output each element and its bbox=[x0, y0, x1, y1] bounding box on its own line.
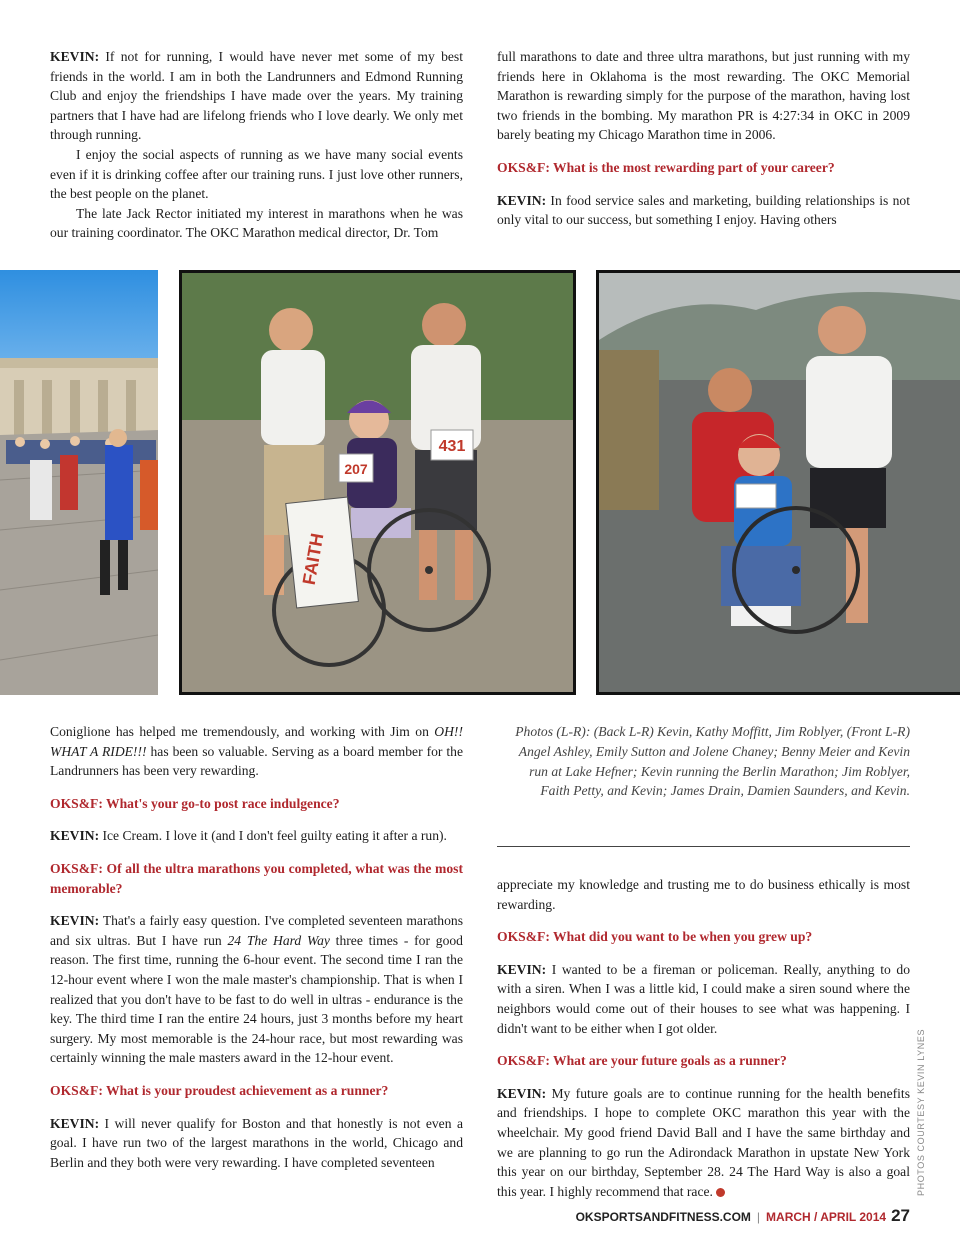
bib-left: 207 bbox=[344, 461, 368, 477]
footer-issue: MARCH / APRIL 2014 bbox=[766, 1210, 887, 1224]
question-heading: OKS&F: What's your go-to post race indulgence? bbox=[50, 795, 340, 811]
speaker-label: KEVIN: bbox=[497, 961, 547, 977]
speaker-label: KEVIN: bbox=[497, 1085, 547, 1101]
column-right-bottom bbox=[497, 875, 910, 1201]
paragraph-text: If not for running, I would have never met some of my best friends in the world. I am in both the Landrunners and Edmond Running Club and enjoy the friendships I have made over the years. My training partners that I have had are lifelong friends who I love dearly. We only met through running. bbox=[50, 49, 463, 143]
photo-faith-petty bbox=[179, 270, 576, 695]
title-italic: OH!! WHAT A RIDE!!! bbox=[50, 724, 463, 759]
paragraph: appreciate my knowledge and trusting me to do business ethically is most rewarding. bbox=[497, 877, 910, 912]
paragraph: The late Jack Rector initiated my interest in marathons when he was our training coordinator. The OKC Marathon medical director, Dr. Tom bbox=[50, 205, 463, 241]
paragraph-text: I wanted to be a fireman or policeman. Really, anything to do with a siren. When I was a little kid, I could make a siren sound where the neighbors would come out of their houses to see what was happening. I didn't want to be either when I got older. bbox=[497, 961, 910, 1036]
paragraph-text: Coniglione has helped me tremendously, and working with Jim on bbox=[50, 724, 435, 739]
caption-divider bbox=[497, 846, 910, 847]
photo-caption: Photos (L-R): (Back L-R) Kevin, Kathy Moffitt, Jim Roblyer, (Front L-R) Angel Ashley, Emily Sutton and Jolene Chaney; Benny Meier and Kevin run at Lake Hefner; Kevin running the Berlin Marathon; Jim Roblyer, Faith Petty, and Kevin; James Drain, Damien Saunders, and Kevin. bbox=[515, 724, 910, 799]
footer-site: OKSPORTSANDFITNESS.COM bbox=[575, 1210, 751, 1224]
photo-credit: PHOTOS COURTESY KEVIN LYNES bbox=[916, 1028, 926, 1196]
column-right-top bbox=[497, 47, 910, 230]
paragraph-text: three times - for good reason. The first time, running the 6-hour event. The second time I ran the 12-hour event where I won the male master's championship. That is when I realized that you don't have to be fast to do well in ultras - endurance is the key. The third time I ran the entire 24 hours, just 3 months before my heart surgery. My most memorable is the 24-hour race, but most rewarding was certainly winning the male masters award in the 12-hour event. bbox=[50, 932, 463, 1066]
speaker-label: KEVIN: bbox=[50, 828, 100, 844]
paragraph-text: Ice Cream. I love it (and I don't feel guilty eating it after a run). bbox=[99, 828, 447, 844]
berlin-marathon-image bbox=[0, 270, 158, 695]
james-damien-image bbox=[596, 270, 960, 695]
paragraph: full marathons to date and three ultra marathons, but just running with my friends here in Oklahoma is the most rewarding. The OKC Memorial Marathon is rewarding simply for the purpose of the marathon, having lost two friends in the bombing. My marathon PR is 4:27:34 in OKC in 2009 barely beating my Chicago Marathon time in 2006. bbox=[497, 49, 910, 143]
paragraph bbox=[497, 191, 910, 230]
bib-right: 431 bbox=[438, 438, 466, 455]
paragraph-text: In food service sales and marketing, building relationships is not only vital to our success, but something I enjoy. Having others bbox=[497, 192, 910, 228]
event-italic: 24 The Hard Way bbox=[227, 932, 330, 948]
speaker-label: KEVIN: bbox=[50, 913, 100, 929]
sign-text: FAITH bbox=[298, 531, 328, 587]
paragraph-text: has been so valuable. Serving as a board member for the Landrunners has been very rewarding. bbox=[50, 743, 463, 779]
paragraph bbox=[50, 911, 463, 1068]
question-heading: OKS&F: What is the most rewarding part of your career? bbox=[497, 159, 835, 175]
paragraph-text: I will never qualify for Boston and that honestly is not even a goal. I have run two of the largest marathons in the world, Chicago and Berlin and they both were very rewarding. I have completed seventeen bbox=[50, 1115, 463, 1170]
paragraph bbox=[497, 960, 910, 1038]
footer-separator: | bbox=[756, 1210, 761, 1224]
paragraph bbox=[50, 722, 463, 781]
column-left-bottom bbox=[50, 722, 463, 1172]
paragraph bbox=[50, 47, 463, 145]
end-mark-icon bbox=[716, 1188, 725, 1197]
speaker-label: KEVIN: bbox=[497, 192, 547, 208]
paragraph: I enjoy the social aspects of running as we have many social events even if it is drinking coffee after our training runs. I just love other runners, the best people on the planet. bbox=[50, 146, 463, 202]
question-heading: OKS&F: What did you want to be when you grew up? bbox=[497, 929, 813, 945]
faith-petty-image bbox=[179, 270, 576, 695]
photo-berlin-marathon bbox=[0, 270, 158, 695]
question-heading: OKS&F: Of all the ultra marathons you completed, what was the most memorable? bbox=[50, 860, 463, 896]
paragraph bbox=[50, 1114, 463, 1173]
paragraph bbox=[50, 826, 463, 846]
paragraph bbox=[497, 1084, 910, 1202]
paragraph-text: My future goals are to continue running for the health benefits and friendships. I hope to complete OKC marathon this year with the wheelchair. My good friend David Ball and I have the same birthday and we are planning to go run the Adirondack Marathon in upstate New York this year on our birthday, September 28. 24 The Hard Way is also a goal this year. I highly recommend that race. bbox=[497, 1085, 910, 1199]
question-heading: OKS&F: What is your proudest achievement as a runner? bbox=[50, 1082, 389, 1098]
paragraph-text: That's a fairly easy question. I've completed seventeen marathons and six ultras. But I have run bbox=[50, 913, 463, 948]
page-number: 27 bbox=[891, 1206, 910, 1225]
column-left-top bbox=[50, 47, 463, 243]
photo-james-damien bbox=[596, 270, 960, 695]
speaker-label: KEVIN: bbox=[50, 1115, 100, 1131]
question-heading: OKS&F: What are your future goals as a runner? bbox=[497, 1053, 787, 1069]
speaker-label: KEVIN: bbox=[50, 49, 100, 64]
page-footer bbox=[576, 1206, 910, 1226]
